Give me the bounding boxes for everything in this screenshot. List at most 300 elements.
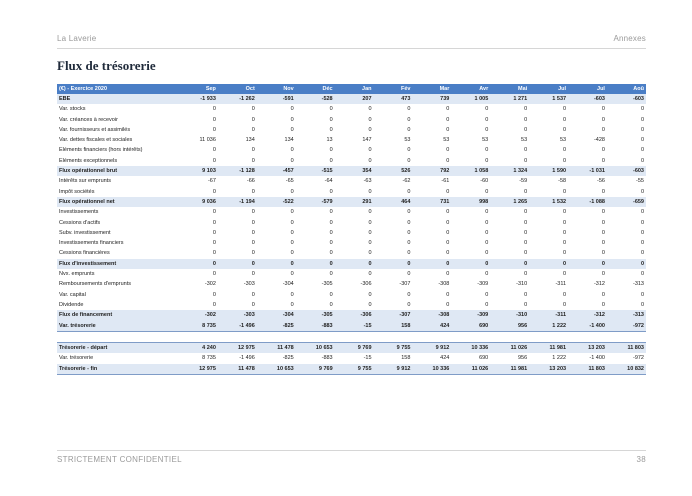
table-cell: 12 975 (179, 364, 218, 375)
table-row (57, 156, 646, 166)
table-cell: -308 (412, 310, 451, 320)
table-cell: 0 (251, 188, 255, 195)
table-cell: 473 (374, 94, 413, 104)
table-cell: 0 (640, 188, 644, 195)
table-cell: 0 (524, 219, 528, 226)
table-cell: 0 (251, 250, 255, 257)
table-cell: 53 (404, 137, 411, 144)
table-cell: 0 (368, 157, 372, 164)
table-row (57, 279, 646, 289)
table-row (57, 207, 646, 217)
row-label: Var. capital (59, 291, 86, 298)
table-cell: 0 (407, 229, 411, 236)
table-cell: 0 (601, 271, 605, 278)
table-cell: 424 (440, 355, 450, 362)
table-cell: 0 (524, 291, 528, 298)
table-cell: 0 (329, 147, 333, 154)
table-cell: -579 (296, 197, 335, 207)
table-cell: -61 (441, 178, 450, 185)
table-cell: 9 769 (296, 364, 335, 375)
table-cell: 0 (524, 209, 528, 216)
table-cell: 0 (251, 147, 255, 154)
table-row (57, 176, 646, 186)
table-cell: 0 (485, 157, 489, 164)
table-cell: 0 (290, 147, 294, 154)
table-cell: 0 (368, 106, 372, 113)
table-cell: -313 (632, 281, 644, 288)
table-cell: -305 (296, 310, 335, 320)
row-label: Cessions d'actifs (59, 219, 101, 226)
table-cell: -306 (360, 281, 372, 288)
table-cell: 1 005 (451, 94, 490, 104)
table-row (57, 115, 646, 125)
table-cell: 9 912 (412, 343, 451, 354)
table-cell: 0 (251, 157, 255, 164)
row-label: Investissements financiers (59, 240, 124, 247)
table-cell: -1 194 (218, 197, 257, 207)
table-cell: 0 (335, 259, 374, 269)
table-cell: 0 (485, 291, 489, 298)
table-cell: -308 (438, 281, 450, 288)
table-cell: 0 (601, 291, 605, 298)
table-cell: -603 (607, 166, 646, 176)
table-cell: -312 (593, 281, 605, 288)
table-cell: 0 (485, 106, 489, 113)
table-cell: 0 (563, 240, 567, 247)
table-cell: 0 (607, 259, 646, 269)
table-cell: 956 (490, 321, 529, 332)
table-cell: 0 (329, 250, 333, 257)
table-cell: 0 (290, 116, 294, 123)
table-cell: 0 (212, 229, 216, 236)
table-cell: 0 (601, 126, 605, 133)
table-cell: 0 (640, 240, 644, 247)
table-cell: 1 324 (490, 166, 529, 176)
table-cell: 10 653 (296, 343, 335, 354)
table-cell: 0 (407, 291, 411, 298)
column-header: Mar (412, 84, 451, 94)
column-header: Aoû (607, 84, 646, 94)
table-cell: 11 803 (607, 343, 646, 354)
table-cell: -883 (296, 321, 335, 332)
table-cell: 0 (640, 116, 644, 123)
table-cell: 0 (290, 291, 294, 298)
table-cell: 0 (212, 116, 216, 123)
table-cell: 0 (179, 259, 218, 269)
table-cell: 424 (412, 321, 451, 332)
table-cell: -303 (243, 281, 255, 288)
table-cell: -306 (335, 310, 374, 320)
table-cell: 0 (563, 126, 567, 133)
column-header: Jul (568, 84, 607, 94)
page-title: Flux de trésorerie (57, 58, 156, 73)
table-cell: -303 (218, 310, 257, 320)
table-cell: 0 (446, 188, 450, 195)
table-cell: 0 (640, 157, 644, 164)
table-cell: 0 (329, 126, 333, 133)
table-cell: 13 203 (529, 364, 568, 375)
table-cell: 0 (640, 219, 644, 226)
table-cell: 0 (251, 126, 255, 133)
table-cell: 134 (245, 137, 255, 144)
table-cell: 207 (335, 94, 374, 104)
table-cell: 0 (407, 209, 411, 216)
company-name: La Laverie (57, 34, 97, 43)
column-header: Fév (374, 84, 413, 94)
table-cell: 8 735 (179, 321, 218, 332)
table-cell: 13 203 (568, 343, 607, 354)
table-row (57, 300, 646, 310)
table-cell: 147 (362, 137, 372, 144)
table-row (57, 104, 646, 114)
table-cell: 0 (524, 271, 528, 278)
column-header: Nov (257, 84, 296, 94)
table-cell: 0 (446, 106, 450, 113)
column-header: Mai (490, 84, 529, 94)
table-cell: 0 (212, 219, 216, 226)
table-cell: 53 (482, 137, 489, 144)
table-cell: 0 (212, 209, 216, 216)
table-cell: -58 (558, 178, 567, 185)
row-label: Cessions financières (59, 250, 110, 257)
table-cell: 0 (446, 250, 450, 257)
table-cell: 0 (485, 240, 489, 247)
table-cell: -659 (607, 197, 646, 207)
table-cell: 0 (368, 301, 372, 308)
table-cell: 0 (524, 250, 528, 257)
table-cell: 0 (640, 126, 644, 133)
page-footer (57, 450, 646, 464)
table-row (57, 187, 646, 197)
table-cell: 9 755 (335, 364, 374, 375)
table-cell: 0 (290, 188, 294, 195)
table-cell: 0 (485, 219, 489, 226)
column-header: Jan (335, 84, 374, 94)
table-cell: 1 222 (552, 355, 567, 362)
table-cell: 0 (601, 209, 605, 216)
table-cell: 0 (290, 219, 294, 226)
table-cell: 0 (640, 301, 644, 308)
table-cell: 0 (368, 250, 372, 257)
row-label: Flux opérationnel net (57, 197, 179, 207)
table-cell: 0 (329, 219, 333, 226)
table-cell: 0 (485, 209, 489, 216)
table-cell: 0 (368, 209, 372, 216)
table-cell: 0 (524, 301, 528, 308)
table-cell: 0 (212, 271, 216, 278)
row-label: Nvx. emprunts (59, 271, 95, 278)
table-cell: 0 (563, 157, 567, 164)
table-cell: 4 240 (179, 343, 218, 354)
table-cell: -66 (246, 178, 255, 185)
confidential-notice: STRICTEMENT CONFIDENTIEL (57, 455, 182, 464)
table-cell: 0 (290, 106, 294, 113)
table-cell: 0 (640, 106, 644, 113)
table-cell: 53 (443, 137, 450, 144)
table-cell: 9 912 (374, 364, 413, 375)
table-cell: 1 222 (529, 321, 568, 332)
table-cell: 464 (374, 197, 413, 207)
row-label: Var. trésorerie (57, 321, 179, 332)
table-cell: 0 (290, 229, 294, 236)
table-cell: 0 (251, 209, 255, 216)
table-cell: 0 (563, 301, 567, 308)
table-cell: 0 (329, 291, 333, 298)
table-cell: 0 (212, 301, 216, 308)
table-cell: 0 (446, 157, 450, 164)
table-cell: -1 496 (239, 355, 255, 362)
table-cell: 158 (401, 355, 411, 362)
row-label: Var. dettes fiscales et sociales (59, 137, 133, 144)
table-cell: 0 (251, 106, 255, 113)
table-cell: 9 769 (335, 343, 374, 354)
row-label: Flux opérationnel brut (57, 166, 179, 176)
table-cell: 0 (524, 188, 528, 195)
table-cell: 956 (517, 355, 528, 362)
table-cell: 291 (335, 197, 374, 207)
table-cell: 0 (329, 240, 333, 247)
table-cell: 0 (407, 301, 411, 308)
table-row (57, 197, 646, 207)
table-cell: 0 (640, 209, 644, 216)
table-cell: 0 (563, 219, 567, 226)
table-cell: 10 336 (451, 343, 490, 354)
row-label: Investissements (59, 209, 99, 216)
table-cell: 0 (368, 271, 372, 278)
table-cell: 0 (601, 116, 605, 123)
table-cell: 0 (412, 259, 451, 269)
table-cell: 0 (368, 291, 372, 298)
table-cell: 0 (251, 229, 255, 236)
table-cell: 0 (568, 259, 607, 269)
table-cell: 0 (374, 259, 413, 269)
table-row (57, 228, 646, 238)
table-cell: 792 (412, 166, 451, 176)
table-cell: 0 (446, 229, 450, 236)
table-cell: 0 (290, 126, 294, 133)
table-cell: 53 (559, 137, 567, 144)
table-cell: 998 (451, 197, 490, 207)
table-cell: -522 (257, 197, 296, 207)
row-label: Impôt sociétés (59, 188, 95, 195)
table-cell: 0 (640, 229, 644, 236)
table-cell: 1 058 (451, 166, 490, 176)
table-cell: 0 (446, 116, 450, 123)
table-cell: 0 (368, 116, 372, 123)
table-cell: -591 (257, 94, 296, 104)
table-cell: 0 (640, 291, 644, 298)
table-row (57, 166, 646, 176)
table-cell: 0 (563, 209, 567, 216)
table-cell: 0 (563, 229, 567, 236)
table-cell: 0 (329, 106, 333, 113)
table-cell: -1 496 (218, 321, 257, 332)
table-row (57, 238, 646, 248)
row-label: Remboursements d'emprunts (59, 281, 131, 288)
table-cell: -603 (607, 94, 646, 104)
table-cell: -972 (632, 355, 644, 362)
table-cell: 0 (290, 240, 294, 247)
table-cell: 0 (485, 116, 489, 123)
table-cell: 0 (212, 188, 216, 195)
table-cell: 0 (218, 259, 257, 269)
table-cell: 0 (407, 271, 411, 278)
table-cell: 0 (563, 188, 567, 195)
table-cell: 0 (290, 157, 294, 164)
table-cell: -825 (282, 355, 294, 362)
table-cell: 0 (563, 250, 567, 257)
table-cell: 0 (251, 291, 255, 298)
table-cell: 0 (407, 157, 411, 164)
cashflow-table-container (57, 84, 646, 375)
row-label: EBE (57, 94, 179, 104)
table-cell: 1 537 (529, 94, 568, 104)
section-name: Annexes (613, 34, 646, 43)
table-cell: -825 (257, 321, 296, 332)
row-label: Intérêts sur emprunts (59, 178, 111, 185)
table-cell: -60 (480, 178, 489, 185)
table-cell: 0 (251, 240, 255, 247)
row-label: Eléments exceptionnels (59, 157, 118, 164)
treasury-rows (57, 343, 646, 375)
table-cell: 0 (601, 219, 605, 226)
row-label: Trésorerie - fin (57, 364, 179, 375)
table-row (57, 135, 646, 145)
table-cell: 53 (521, 137, 528, 144)
table-cell: 10 336 (412, 364, 451, 375)
row-label: Trésorerie - départ (57, 343, 179, 354)
table-cell: 1 271 (490, 94, 529, 104)
row-label: Var. créances à recevoir (59, 116, 118, 123)
row-label: Var. trésorerie (59, 355, 94, 362)
table-cell: 0 (251, 301, 255, 308)
table-cell: -59 (519, 178, 528, 185)
table-cell: -15 (363, 355, 372, 362)
table-cell: -1 933 (179, 94, 218, 104)
table-cell: -55 (636, 178, 644, 185)
table-cell: 0 (407, 250, 411, 257)
table-row (57, 290, 646, 300)
row-label: Var. fournisseurs et assimilés (59, 126, 131, 133)
row-label: Flux de financement (57, 310, 179, 320)
table-cell: 0 (485, 188, 489, 195)
table-cell: 8 735 (202, 355, 216, 362)
table-cell: 0 (368, 219, 372, 226)
table-cell: -972 (607, 321, 646, 332)
table-cell: 0 (563, 271, 567, 278)
table-row (57, 145, 646, 155)
table-cell: -1 400 (589, 355, 605, 362)
table-cell: 0 (329, 188, 333, 195)
table-cell: -309 (477, 281, 489, 288)
table-cell: 0 (329, 271, 333, 278)
table-cell: -1 400 (568, 321, 607, 332)
table-row (57, 310, 646, 320)
table-cell: 0 (329, 229, 333, 236)
table-cell: 731 (412, 197, 451, 207)
table-cell: -302 (204, 281, 216, 288)
table-cell: 0 (296, 259, 335, 269)
table-row (57, 94, 646, 104)
table-cell: 11 803 (568, 364, 607, 375)
table-cell: 0 (257, 259, 296, 269)
table-cell: 11 981 (529, 343, 568, 354)
table-cell: 0 (601, 301, 605, 308)
table-cell: 1 590 (529, 166, 568, 176)
table-cell: -56 (597, 178, 605, 185)
table-cell: 0 (446, 126, 450, 133)
table-cell: 0 (212, 147, 216, 154)
table-cell: 0 (368, 229, 372, 236)
row-label: Dividende (59, 301, 84, 308)
table-cell: -1 031 (568, 166, 607, 176)
table-cell: 0 (407, 219, 411, 226)
table-header-row (57, 84, 646, 94)
table-cell: 0 (407, 240, 411, 247)
table-cell: -310 (490, 310, 529, 320)
table-cell: -64 (324, 178, 333, 185)
flow-rows (57, 94, 646, 331)
table-cell: 0 (485, 126, 489, 133)
table-cell: 0 (212, 240, 216, 247)
table-cell: 0 (290, 250, 294, 257)
table-cell: 0 (640, 137, 644, 144)
table-cell: 11 026 (451, 364, 490, 375)
table-cell: 0 (407, 147, 411, 154)
table-cell: -304 (282, 281, 294, 288)
table-cell: 0 (212, 291, 216, 298)
table-cell: 0 (290, 301, 294, 308)
table-cell: -62 (402, 178, 411, 185)
row-label: Var. stocks (59, 106, 86, 113)
table-row (57, 343, 646, 354)
table-cell: 0 (290, 209, 294, 216)
table-cell: 0 (329, 116, 333, 123)
table-cell: 0 (446, 240, 450, 247)
table-cell: 0 (451, 259, 490, 269)
table-cell: 0 (563, 106, 567, 113)
table-cell: 0 (524, 116, 528, 123)
table-cell: -63 (363, 178, 372, 185)
table-cell: -1 128 (218, 166, 257, 176)
column-header: Oct (218, 84, 257, 94)
table-cell: -1 262 (218, 94, 257, 104)
table-cell: 0 (524, 157, 528, 164)
table-cell: 354 (335, 166, 374, 176)
table-cell: 0 (407, 188, 411, 195)
table-cell: 0 (329, 209, 333, 216)
column-header: Sep (179, 84, 218, 94)
table-cell: 0 (446, 219, 450, 226)
table-cell: 0 (485, 271, 489, 278)
table-cell: 0 (485, 229, 489, 236)
table-cell: 9 036 (179, 197, 218, 207)
table-cell: -302 (179, 310, 218, 320)
table-cell: 0 (407, 126, 411, 133)
page-header (57, 34, 646, 49)
table-cell: -15 (335, 321, 374, 332)
table-cell: -67 (207, 178, 216, 185)
table-cell: 9 103 (179, 166, 218, 176)
table-cell: 0 (446, 147, 450, 154)
table-cell: 158 (374, 321, 413, 332)
table-cell: 0 (329, 301, 333, 308)
table-cell: 0 (640, 271, 644, 278)
table-cell: 0 (601, 250, 605, 257)
table-cell: 0 (563, 147, 567, 154)
table-cell: 0 (407, 116, 411, 123)
table-cell: 1 265 (490, 197, 529, 207)
